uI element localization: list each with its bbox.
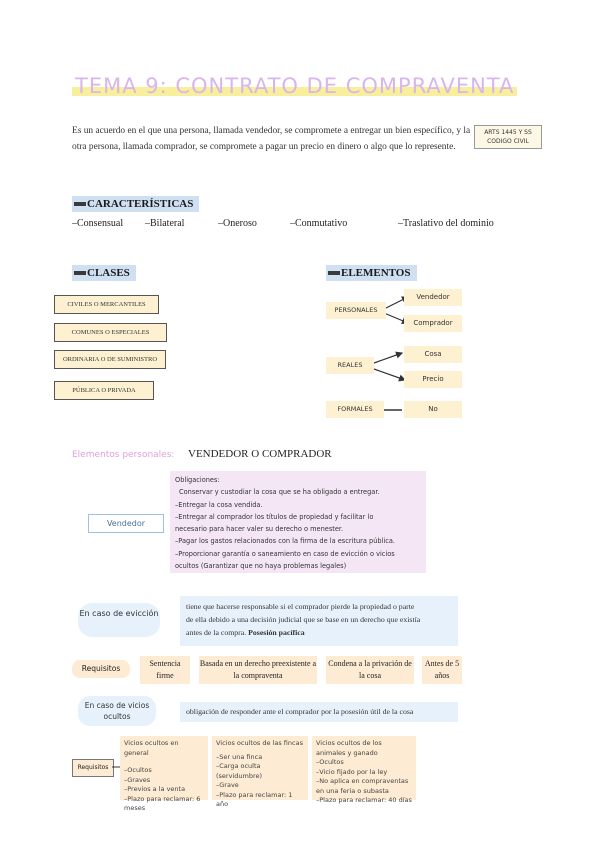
column-item: –Graves [124,775,151,784]
column-item: –Grave [216,781,239,789]
eviccion-text-line: antes de la compra. [186,628,247,637]
caracteristica-item: –Oneroso [218,218,257,229]
caracteristica-item: –Consensual [72,218,124,229]
column-item: –Plazo para reclamar: 1 año [216,790,293,808]
caracteristicas-heading: CARACTERÍSTICAS [72,196,199,212]
comprador-box: Comprador [404,315,462,332]
vicios-fincas-column [212,736,308,808]
reales-box: REALES [326,357,374,374]
posesion-pacifica: Posesión pacífica [248,628,305,637]
column-item: –Ocultos [316,758,344,766]
column-item: –Plazo para reclamar: 6 meses [124,794,201,812]
reference-line-1: ARTS 1445 Y SS [484,129,532,136]
cosa-box: Cosa [404,346,462,363]
vendedor-label: Vendedor [88,514,164,533]
precio-box: Precio [404,371,462,388]
requisito-item: Antes de 5 años [422,656,462,684]
vicios-text: obligación de responder ante el comprador por la posesión útil de la cosa [180,702,458,722]
column-title: Vicios ocultos de los animales y ganado [316,739,382,757]
column-item: –Carga oculta (servidumbre) [216,762,263,780]
vicios-label: En caso de vicios ocultos [78,696,156,726]
page-title: TEMA 9: CONTRATO DE COMPRAVENTA [72,74,517,98]
requisito-item: Condena a la privación de la cosa [326,656,414,684]
formales-box: FORMALES [326,401,384,418]
no-box: No [404,401,462,418]
personales-box: PERSONALES [326,302,386,319]
column-item: –No aplica en compraventas en una feria o subasta [316,777,409,795]
obligacion-line: –Proporcionar garantía o saneamiento en caso de evicción o vicios [175,549,395,558]
column-item: –Ser una finca [216,752,263,761]
column-item: –Plazo para reclamar: 40 días [316,796,412,804]
caracteristica-item: –Traslativo del dominio [398,218,494,229]
reference-line-2: CODIGO CIVIL [487,138,529,145]
column-item: –Ocultos [124,766,152,774]
clase-item: CIVILES O MERCANTILES [54,295,159,314]
eviccion-label: En caso de evicción [78,603,160,637]
eviccion-text-line: de ella debido a una decisión judicial que se base en un derecho que existía [186,615,421,624]
obligacion-line: necesario para hacer valer su derecho o menester. [175,525,344,534]
clase-item: COMUNES O ESPECIALES [54,323,167,342]
personales-section-label: Elementos personales: [72,450,175,460]
requisito-item: Sentencia firme [140,656,190,684]
vendedor-box: Vendedor [404,289,462,306]
requisito-item: Basada en un derecho preexistente a la compraventa [199,656,317,684]
column-item: –Previos a la venta [124,785,186,793]
requisitos-label: Requisitos [72,660,130,678]
caracteristica-item: –Conmutativo [290,218,348,229]
eviccion-text-line: tiene que hacerse responsable si el comprador pierde la propiedad o parte [186,602,415,611]
clase-item: ORDINARIA O DE SUMINISTRO [54,350,166,369]
column-item: –Vicio fijado por la ley [316,767,388,776]
eviccion-text-box [180,596,458,646]
clase-item: PÚBLICA O PRIVADA [54,381,154,400]
obligacion-line: ocultos (Garantizar que no haya problemas legales) [175,562,347,571]
requisitos-vicios-label: Requisitos [72,759,114,777]
elementos-heading: ELEMENTOS [326,265,417,281]
obligacion-line: –Pagar los gastos relacionados con la firma de la escritura pública. [175,537,395,546]
vicios-general-column [120,736,208,812]
personales-section-title: VENDEDOR O COMPRADOR [188,448,332,460]
obligaciones-box [170,471,426,573]
intro-paragraph: Es un acuerdo en el que una persona, llamada vendedor, se compromete a entregar un bien específico, y la otra persona, llamada comprador, se compromete a pagar un precio en dinero o algo que lo represente. [72,126,471,152]
column-title: Vicios ocultos de las fincas [216,739,303,747]
obligacion-line: Conservar y custodiar la cosa que se ha obligado a entregar. [179,488,380,497]
column-title: Vicios ocultos en general [124,739,179,757]
clases-heading: CLASES [72,265,136,281]
obligacion-line: –Entregar la cosa vendida. [175,500,263,509]
obligaciones-heading: Obligaciones: [175,476,220,484]
obligacion-line: –Entregar al comprador los títulos de propiedad y facilitar lo [175,512,374,521]
caracteristica-item: –Bilateral [145,218,185,229]
vicios-animales-column [312,736,416,804]
